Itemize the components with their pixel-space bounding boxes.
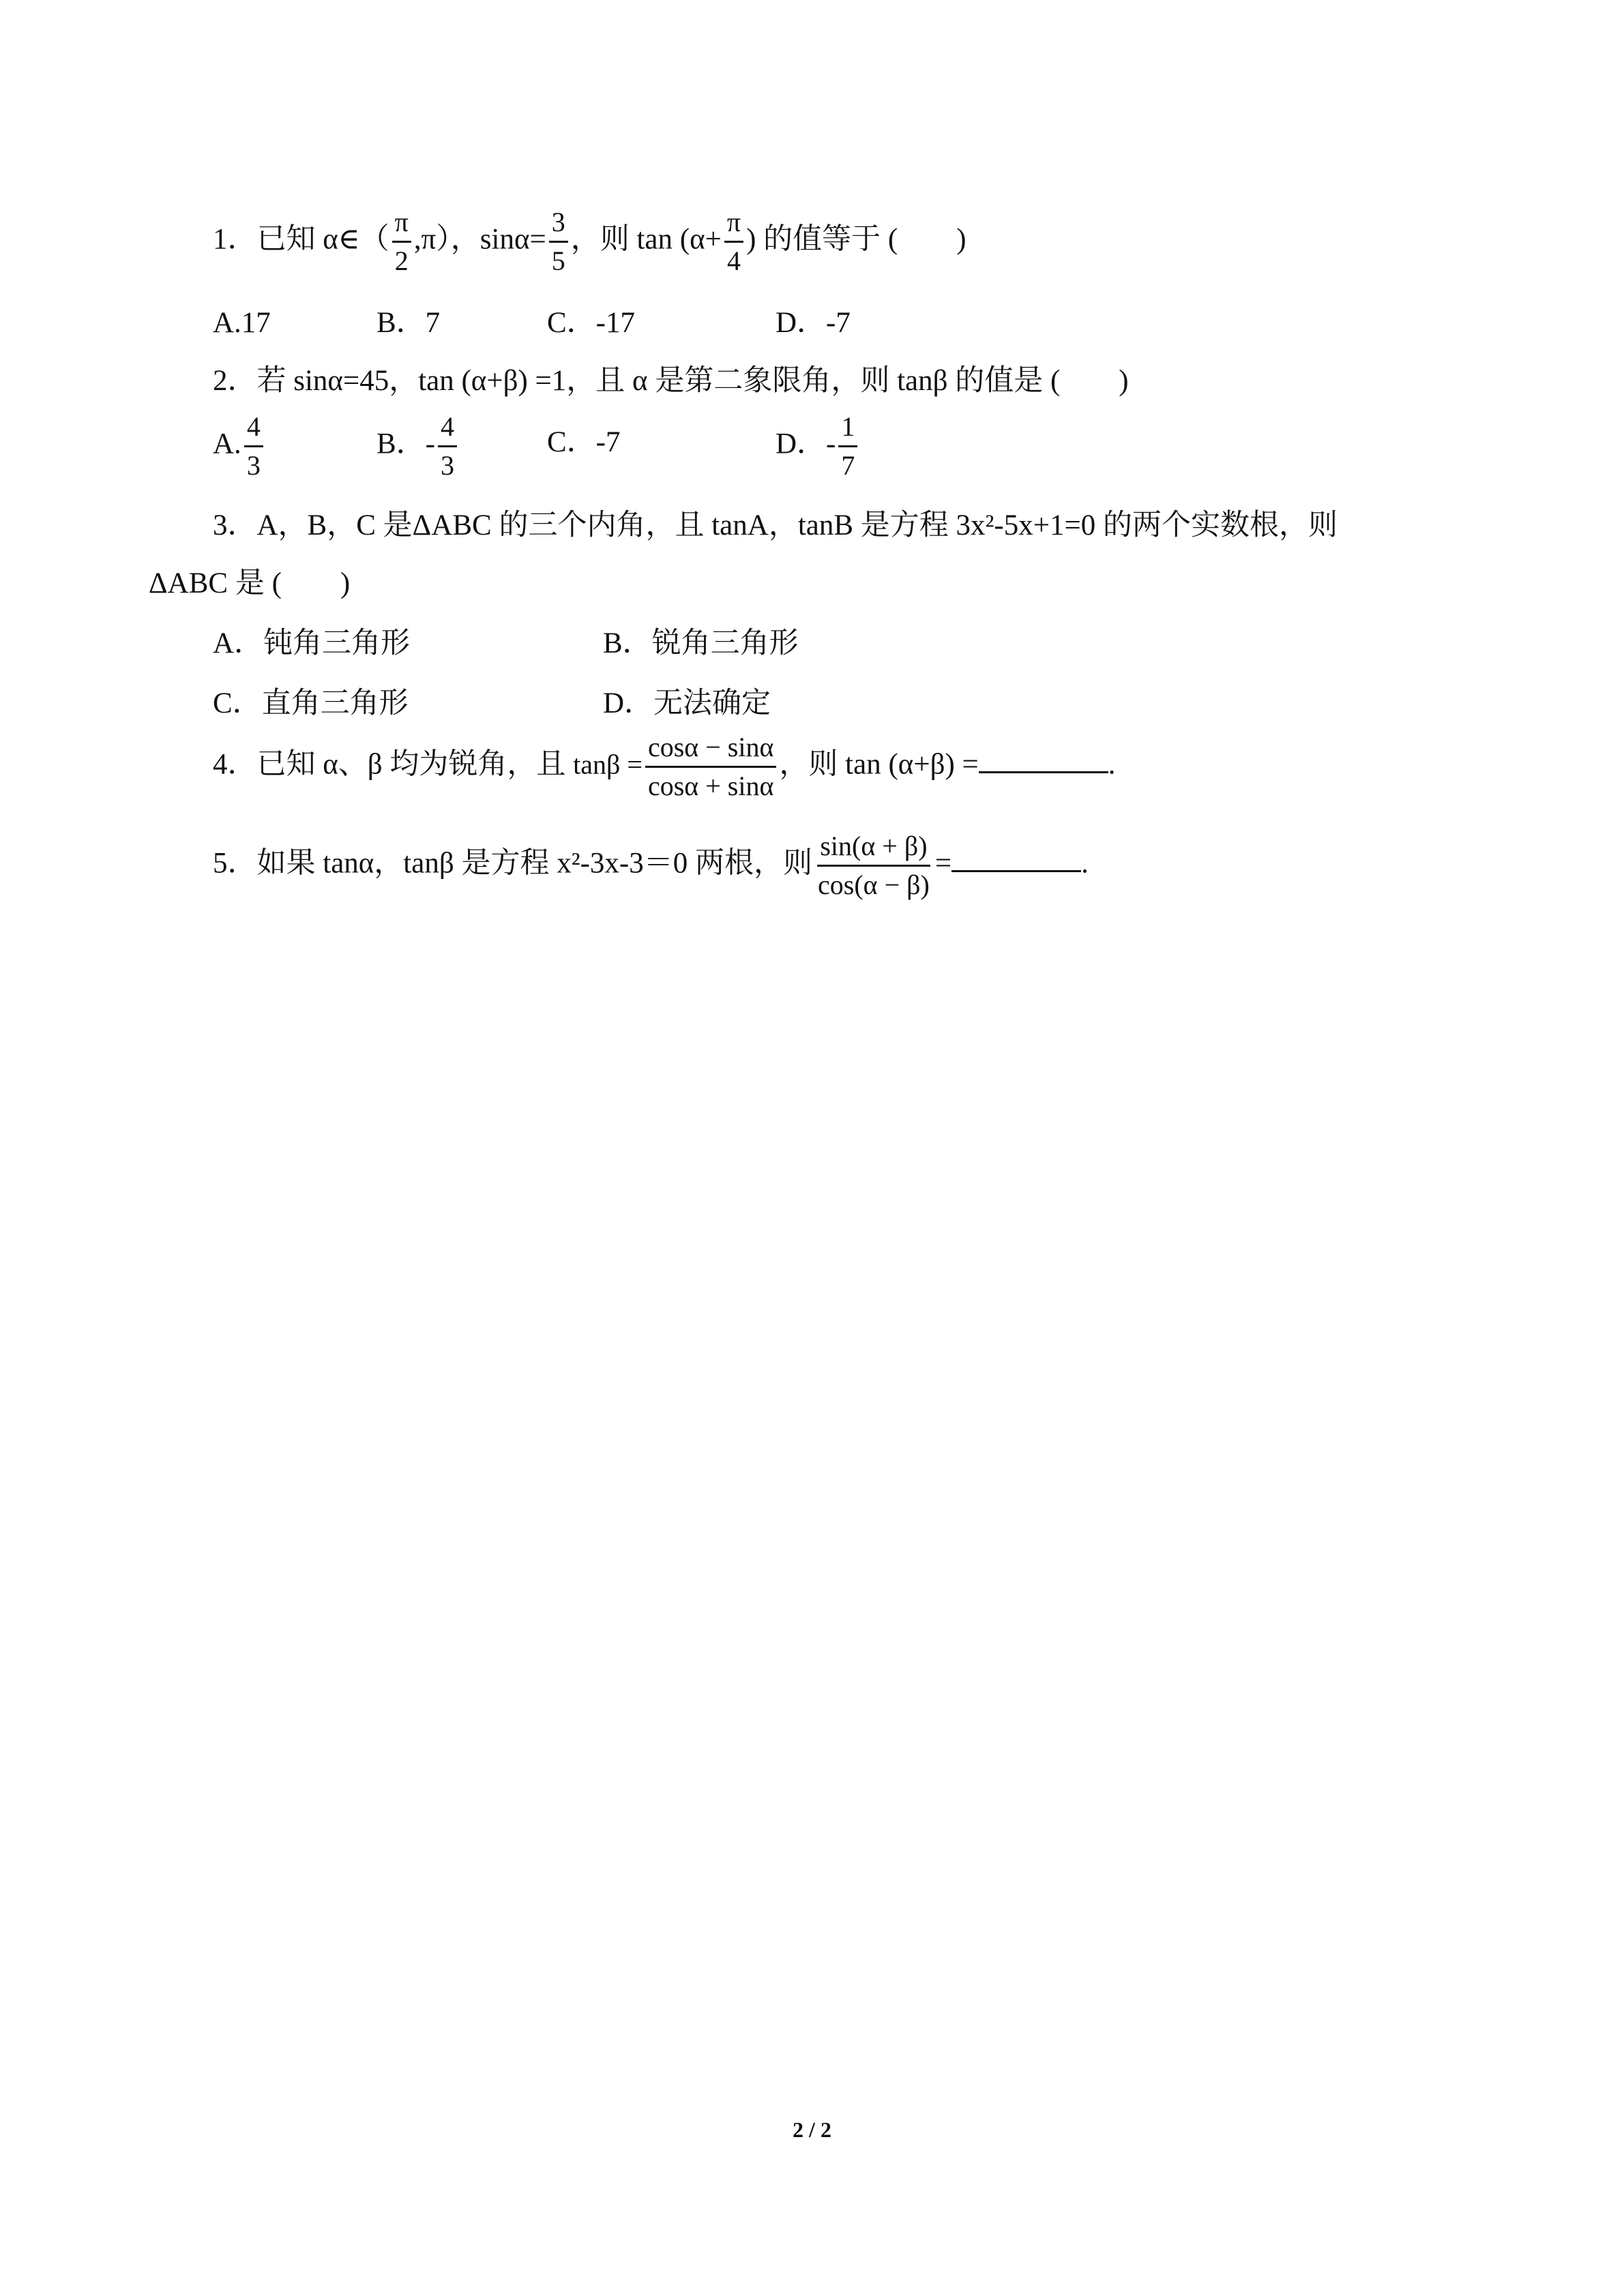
fraction-sin-over-cos: $\frac{\sin(\alpha + \beta)}{\cos(\alpha - \beta)}$ (818, 831, 930, 900)
fraction-4-over-3: $\frac{4}{3}$ (438, 413, 457, 480)
question-2 (213, 366, 1129, 396)
q1-option-d: D．-7 (776, 307, 851, 339)
question-5: 5．如果 tanα，tanβ 是方程 x²-3x-3＝0 两根，则 $\frac{\sin(\alpha + \beta)}{\cos(\alpha - \beta)}$ = . (213, 831, 1089, 900)
q3-option-d: D．无法确定 (603, 687, 771, 719)
q3-option-a: A．钝角三角形 (213, 627, 411, 659)
q2-text: 2．若 sinα=45，tan (α+β) =1，且 α 是第二象限角，则 tanβ 的值是 ( ) (213, 365, 1129, 397)
fraction-pi-over-4: $\frac{\pi}{4}$ (724, 208, 743, 275)
question-3-line-2: ΔABC 是 ( ) (149, 567, 351, 599)
question-4: 4．已知 α、β 均为锐角，且 tanβ = $\frac{\cos\alpha - \sin\alpha}{\cos\alpha + \sin\alpha}$ ，则 tan (α+β) = . (213, 732, 1116, 801)
q1-option-c: C．-17 (547, 307, 635, 339)
fraction-3-over-5: $\frac{3}{5}$ (549, 208, 568, 275)
q4-lhs: tanβ = (573, 749, 643, 780)
fraction-cos-sin: $\frac{\cos\alpha - \sin\alpha}{\cos\alpha + \sin\alpha}$ (645, 733, 776, 801)
fraction-4-over-3: $\frac{4}{3}$ (244, 413, 263, 480)
q1-suffix: ) 的值等于 ( ) (746, 223, 966, 256)
q5-prefix: 5．如果 tanα，tanβ 是方程 x²-3x-3＝0 两根，则 (213, 847, 813, 880)
q1-mid2: ，则 tan (α+ (570, 223, 722, 256)
q3-option-c: C．直角三角形 (213, 687, 409, 719)
fraction-pi-over-2: $\frac{\pi}{2}$ (392, 208, 411, 275)
q2-option-a: A. $\frac{4}{3}$ (213, 413, 266, 480)
q1-mid1: ,π），sinα= (413, 223, 546, 256)
q2-option-c: C．-7 (547, 426, 621, 458)
q1-option-a: A.17 (213, 307, 271, 339)
answer-blank-4 (979, 748, 1108, 773)
page-number: 2 / 2 (793, 2117, 831, 2142)
q1-option-b: B．7 (377, 307, 441, 339)
q2-option-b: B．- $\frac{4}{3}$ (377, 413, 460, 480)
q1-prefix: 1．已知 α∈（ (213, 223, 389, 256)
q2-option-d: D．- $\frac{1}{7}$ (776, 413, 860, 480)
q4-suffix: ，则 tan (α+β) = (779, 748, 979, 781)
q3-option-b: B．锐角三角形 (603, 627, 799, 659)
question-1 (213, 208, 966, 275)
question-3-line-1: 3．A，B，C 是ΔABC 的三个内角，且 tanA，tanB 是方程 3x²-5x+1=0 的两个实数根，则 (213, 509, 1338, 541)
fraction-1-over-7: $\frac{1}{7}$ (838, 413, 857, 480)
q4-prefix: 4．已知 α、β 均为锐角，且 (213, 748, 566, 781)
answer-blank-5 (951, 847, 1081, 872)
